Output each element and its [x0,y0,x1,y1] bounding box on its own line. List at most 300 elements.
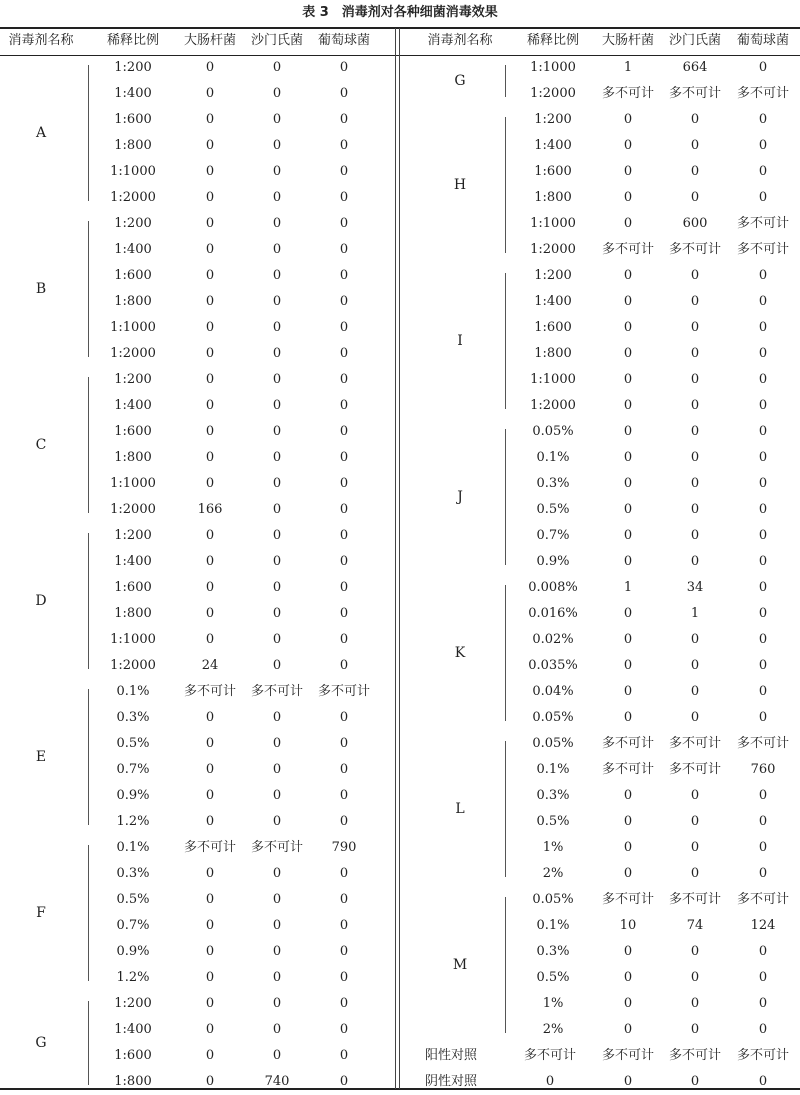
staphylococcus-cell: 0 [339,1074,349,1089]
dilution-cell: 0.1% [536,762,570,777]
e-coli-cell: 0 [623,684,633,699]
e-coli-cell: 0 [623,814,633,829]
staphylococcus-cell: 0 [339,190,349,205]
dilution-cell: 1:2000 [110,190,156,205]
staphylococcus-cell: 0 [339,788,349,803]
control-value-cell: 0 [758,1074,768,1089]
dilution-cell: 1:1000 [530,372,576,387]
dilution-cell: 1:600 [114,424,152,439]
dilution-cell: 1:800 [114,1074,152,1089]
salmonella-cell: 1 [690,606,700,621]
e-coli-cell: 0 [623,554,633,569]
center-divider-2 [399,28,400,1089]
header-salmonella-left: 沙门氏菌 [250,33,303,48]
salmonella-cell: 0 [690,450,700,465]
e-coli-cell: 0 [205,450,215,465]
staphylococcus-cell: 0 [758,606,768,621]
dilution-cell: 1:2000 [530,86,576,101]
e-coli-cell: 0 [623,424,633,439]
dilution-cell: 0.7% [116,918,150,933]
salmonella-cell: 0 [272,86,282,101]
e-coli-cell: 多不可计 [183,840,236,855]
group-label: A [35,125,47,141]
salmonella-cell: 0 [272,60,282,75]
group-label: G [35,1035,47,1051]
header-disinfectant-name-right: 消毒剂名称 [427,33,493,48]
group-bracket [88,377,89,513]
salmonella-cell: 0 [272,762,282,777]
e-coli-cell: 0 [205,242,215,257]
dilution-cell: 1:1000 [530,216,576,231]
salmonella-cell: 0 [272,450,282,465]
staphylococcus-cell: 0 [339,476,349,491]
salmonella-cell: 多不可计 [668,892,721,907]
e-coli-cell: 0 [623,190,633,205]
staphylococcus-cell: 0 [339,996,349,1011]
staphylococcus-cell: 0 [758,476,768,491]
salmonella-cell: 74 [686,918,704,933]
staphylococcus-cell: 0 [758,710,768,725]
e-coli-cell: 0 [205,138,215,153]
staphylococcus-cell: 0 [758,294,768,309]
dilution-cell: 1:600 [114,112,152,127]
dilution-cell: 1:400 [534,294,572,309]
dilution-cell: 0.3% [116,866,150,881]
staphylococcus-cell: 0 [339,710,349,725]
staphylococcus-cell: 0 [758,788,768,803]
group-label: C [35,437,47,453]
e-coli-cell: 0 [623,710,633,725]
staphylococcus-cell: 0 [758,554,768,569]
group-bracket [505,741,506,877]
staphylococcus-cell: 760 [750,762,776,777]
staphylococcus-cell: 多不可计 [736,86,789,101]
salmonella-cell: 0 [690,554,700,569]
e-coli-cell: 0 [623,528,633,543]
header-staphylococcus-right: 葡萄球菌 [736,33,789,48]
e-coli-cell: 0 [205,398,215,413]
dilution-cell: 1:1000 [110,476,156,491]
salmonella-cell: 0 [272,242,282,257]
salmonella-cell: 0 [272,112,282,127]
staphylococcus-cell: 0 [758,814,768,829]
staphylococcus-cell: 0 [339,86,349,101]
salmonella-cell: 0 [272,528,282,543]
group-bracket [505,273,506,409]
dilution-cell: 1:600 [534,164,572,179]
dilution-cell: 2% [542,866,564,881]
e-coli-cell: 0 [205,606,215,621]
dilution-cell: 1:1000 [110,632,156,647]
dilution-cell: 1:800 [114,450,152,465]
staphylococcus-cell: 0 [758,1022,768,1037]
salmonella-cell: 0 [690,684,700,699]
salmonella-cell: 0 [272,814,282,829]
staphylococcus-cell: 0 [758,398,768,413]
group-bracket [505,429,506,565]
dilution-cell: 1:400 [114,242,152,257]
salmonella-cell: 0 [272,944,282,959]
dilution-cell: 1:200 [114,996,152,1011]
salmonella-cell: 0 [690,658,700,673]
group-bracket [505,897,506,1033]
salmonella-cell: 0 [690,528,700,543]
e-coli-cell: 0 [623,632,633,647]
salmonella-cell: 0 [690,710,700,725]
salmonella-cell: 0 [272,320,282,335]
center-divider-1 [395,28,396,1089]
salmonella-cell: 0 [690,476,700,491]
e-coli-cell: 0 [623,320,633,335]
dilution-cell: 1:800 [114,606,152,621]
staphylococcus-cell: 0 [339,242,349,257]
header-e-coli-right: 大肠杆菌 [601,33,654,48]
dilution-cell: 1:400 [534,138,572,153]
e-coli-cell: 0 [623,294,633,309]
e-coli-cell: 166 [197,502,223,517]
staphylococcus-cell: 0 [339,424,349,439]
group-bracket [88,533,89,669]
dilution-cell: 0.5% [116,736,150,751]
staphylococcus-cell: 0 [339,606,349,621]
dilution-cell: 0.04% [532,684,574,699]
e-coli-cell: 多不可计 [601,892,654,907]
control-value-cell: 0 [690,1074,700,1089]
staphylococcus-cell: 多不可计 [736,892,789,907]
e-coli-cell: 0 [623,372,633,387]
salmonella-cell: 0 [690,112,700,127]
dilution-cell: 0.1% [116,840,150,855]
control-value-cell: 0 [623,1074,633,1089]
salmonella-cell: 多不可计 [668,86,721,101]
staphylococcus-cell: 0 [758,866,768,881]
dilution-cell: 0.02% [532,632,574,647]
dilution-cell: 1:200 [114,216,152,231]
staphylococcus-cell: 0 [339,294,349,309]
dilution-cell: 0.3% [536,476,570,491]
e-coli-cell: 0 [205,970,215,985]
salmonella-cell: 0 [272,632,282,647]
staphylococcus-cell: 0 [758,320,768,335]
staphylococcus-cell: 0 [339,580,349,595]
staphylococcus-cell: 0 [339,138,349,153]
salmonella-cell: 740 [264,1074,290,1089]
dilution-cell: 0.1% [536,918,570,933]
group-bracket [88,1001,89,1085]
e-coli-cell: 0 [623,216,633,231]
staphylococcus-cell: 0 [758,632,768,647]
dilution-cell: 1:400 [114,1022,152,1037]
group-label: K [454,645,466,661]
staphylococcus-cell: 0 [339,632,349,647]
dilution-cell: 1:2000 [530,398,576,413]
e-coli-cell: 0 [205,320,215,335]
e-coli-cell: 0 [205,528,215,543]
salmonella-cell: 多不可计 [668,242,721,257]
dilution-cell: 0.5% [116,892,150,907]
group-label: I [457,333,463,349]
e-coli-cell: 0 [205,346,215,361]
salmonella-cell: 0 [690,840,700,855]
dilution-cell: 0.05% [532,710,574,725]
e-coli-cell: 0 [205,996,215,1011]
staphylococcus-cell: 0 [339,502,349,517]
dilution-cell: 0.1% [536,450,570,465]
dilution-cell: 1:400 [114,554,152,569]
e-coli-cell: 0 [623,268,633,283]
staphylococcus-cell: 0 [758,658,768,673]
e-coli-cell: 0 [205,892,215,907]
staphylococcus-cell: 0 [758,580,768,595]
dilution-cell: 1:400 [114,86,152,101]
e-coli-cell: 0 [205,866,215,881]
staphylococcus-cell: 0 [339,1048,349,1063]
salmonella-cell: 0 [690,996,700,1011]
salmonella-cell: 0 [690,944,700,959]
salmonella-cell: 34 [686,580,704,595]
salmonella-cell: 0 [272,424,282,439]
e-coli-cell: 0 [205,112,215,127]
staphylococcus-cell: 0 [339,918,349,933]
e-coli-cell: 1 [623,580,633,595]
dilution-cell: 1:400 [114,398,152,413]
staphylococcus-cell: 0 [339,320,349,335]
e-coli-cell: 0 [623,450,633,465]
staphylococcus-cell: 124 [750,918,776,933]
e-coli-cell: 0 [205,1022,215,1037]
dilution-cell: 1:2000 [110,658,156,673]
staphylococcus-cell: 0 [758,996,768,1011]
salmonella-cell: 0 [272,736,282,751]
staphylococcus-cell: 0 [758,346,768,361]
dilution-cell: 1.2% [116,970,150,985]
salmonella-cell: 多不可计 [668,736,721,751]
dilution-cell: 0.9% [116,788,150,803]
salmonella-cell: 多不可计 [250,684,303,699]
e-coli-cell: 多不可计 [601,86,654,101]
salmonella-cell: 0 [272,502,282,517]
control-value-cell: 多不可计 [523,1048,576,1063]
e-coli-cell: 0 [623,970,633,985]
salmonella-cell: 0 [272,606,282,621]
e-coli-cell: 0 [205,216,215,231]
staphylococcus-cell: 0 [339,970,349,985]
salmonella-cell: 0 [690,268,700,283]
salmonella-cell: 0 [272,268,282,283]
e-coli-cell: 0 [623,1022,633,1037]
salmonella-cell: 0 [690,398,700,413]
salmonella-cell: 0 [690,346,700,361]
salmonella-cell: 0 [272,554,282,569]
staphylococcus-cell: 0 [758,268,768,283]
control-value-cell: 0 [545,1074,555,1089]
e-coli-cell: 0 [623,476,633,491]
dilution-cell: 0.035% [528,658,578,673]
group-label: D [35,593,47,609]
staphylococcus-cell: 0 [339,60,349,75]
staphylococcus-cell: 0 [339,528,349,543]
staphylococcus-cell: 0 [758,944,768,959]
e-coli-cell: 0 [623,996,633,1011]
staphylococcus-cell: 0 [339,216,349,231]
salmonella-cell: 0 [272,1022,282,1037]
staphylococcus-cell: 790 [331,840,357,855]
dilution-cell: 0.3% [536,944,570,959]
dilution-cell: 1:200 [114,528,152,543]
e-coli-cell: 0 [205,164,215,179]
salmonella-cell: 0 [272,138,282,153]
dilution-cell: 1:600 [534,320,572,335]
e-coli-cell: 0 [623,788,633,803]
dilution-cell: 1:200 [114,372,152,387]
e-coli-cell: 0 [205,762,215,777]
control-value-cell: 多不可计 [601,1048,654,1063]
salmonella-cell: 0 [272,892,282,907]
dilution-cell: 0.016% [528,606,578,621]
e-coli-cell: 多不可计 [183,684,236,699]
dilution-cell: 1:2000 [110,502,156,517]
control-label: 阴性对照 [424,1074,477,1089]
group-label: J [457,489,463,505]
staphylococcus-cell: 0 [758,684,768,699]
group-bracket [505,585,506,721]
salmonella-cell: 0 [272,294,282,309]
staphylococcus-cell: 0 [339,736,349,751]
salmonella-cell: 0 [690,632,700,647]
e-coli-cell: 多不可计 [601,762,654,777]
e-coli-cell: 0 [623,840,633,855]
dilution-cell: 2% [542,1022,564,1037]
salmonella-cell: 0 [690,190,700,205]
staphylococcus-cell: 0 [339,164,349,179]
dilution-cell: 1% [542,840,564,855]
dilution-cell: 0.05% [532,736,574,751]
dilution-cell: 1:2000 [110,346,156,361]
e-coli-cell: 0 [205,476,215,491]
staphylococcus-cell: 0 [758,138,768,153]
e-coli-cell: 0 [623,866,633,881]
group-bracket [88,65,89,201]
staphylococcus-cell: 多不可计 [736,242,789,257]
dilution-cell: 0.05% [532,424,574,439]
dilution-cell: 1% [542,996,564,1011]
e-coli-cell: 0 [205,710,215,725]
staphylococcus-cell: 0 [339,554,349,569]
salmonella-cell: 600 [682,216,708,231]
staphylococcus-cell: 0 [339,450,349,465]
dilution-cell: 0.05% [532,892,574,907]
dilution-cell: 0.008% [528,580,578,595]
salmonella-cell: 0 [272,372,282,387]
staphylococcus-cell: 0 [758,372,768,387]
salmonella-cell: 多不可计 [668,762,721,777]
staphylococcus-cell: 0 [339,814,349,829]
salmonella-cell: 多不可计 [250,840,303,855]
group-bracket [88,221,89,357]
table-title: 表 3 消毒剂对各种细菌消毒效果 [302,5,498,20]
header-dilution-right: 稀释比例 [526,33,579,48]
header-e-coli-left: 大肠杆菌 [183,33,236,48]
dilution-cell: 1:200 [534,112,572,127]
staphylococcus-cell: 多不可计 [736,736,789,751]
dilution-cell: 0.3% [536,788,570,803]
staphylococcus-cell: 0 [339,268,349,283]
group-label: F [36,905,46,921]
e-coli-cell: 0 [623,944,633,959]
dilution-cell: 1:1000 [110,320,156,335]
group-label: G [454,73,466,89]
salmonella-cell: 0 [272,970,282,985]
e-coli-cell: 0 [205,190,215,205]
e-coli-cell: 0 [205,372,215,387]
salmonella-cell: 0 [272,346,282,361]
dilution-cell: 1:1000 [530,60,576,75]
e-coli-cell: 0 [205,268,215,283]
e-coli-cell: 0 [205,736,215,751]
header-salmonella-right: 沙门氏菌 [668,33,721,48]
e-coli-cell: 0 [205,294,215,309]
e-coli-cell: 0 [205,814,215,829]
salmonella-cell: 0 [690,372,700,387]
group-label: H [453,177,467,193]
staphylococcus-cell: 0 [339,866,349,881]
staphylococcus-cell: 0 [339,1022,349,1037]
e-coli-cell: 0 [205,1048,215,1063]
e-coli-cell: 多不可计 [601,736,654,751]
staphylococcus-cell: 0 [758,424,768,439]
e-coli-cell: 10 [619,918,637,933]
dilution-cell: 0.5% [536,970,570,985]
e-coli-cell: 0 [205,580,215,595]
dilution-cell: 0.7% [536,528,570,543]
dilution-cell: 1:800 [114,294,152,309]
e-coli-cell: 0 [623,346,633,361]
control-value-cell: 多不可计 [736,1048,789,1063]
salmonella-cell: 0 [272,476,282,491]
staphylococcus-cell: 0 [758,840,768,855]
dilution-cell: 1:800 [114,138,152,153]
staphylococcus-cell: 0 [339,372,349,387]
group-bracket [505,117,506,253]
group-bracket [88,845,89,981]
e-coli-cell: 0 [205,554,215,569]
e-coli-cell: 0 [623,658,633,673]
dilution-cell: 0.9% [116,944,150,959]
e-coli-cell: 1 [623,60,633,75]
header-dilution-left: 稀释比例 [106,33,159,48]
group-bracket [505,65,506,97]
dilution-cell: 1:600 [114,268,152,283]
e-coli-cell: 多不可计 [601,242,654,257]
staphylococcus-cell: 0 [758,190,768,205]
e-coli-cell: 0 [623,112,633,127]
salmonella-cell: 0 [690,788,700,803]
header-staphylococcus-left: 葡萄球菌 [317,33,370,48]
staphylococcus-cell: 0 [758,450,768,465]
salmonella-cell: 0 [272,1048,282,1063]
e-coli-cell: 0 [623,138,633,153]
salmonella-cell: 0 [690,866,700,881]
staphylococcus-cell: 0 [339,658,349,673]
e-coli-cell: 0 [205,944,215,959]
group-label: L [455,801,465,817]
dilution-cell: 1:600 [114,580,152,595]
salmonella-cell: 0 [690,970,700,985]
salmonella-cell: 0 [690,424,700,439]
staphylococcus-cell: 0 [339,892,349,907]
group-label: E [35,749,47,765]
dilution-cell: 0.1% [116,684,150,699]
